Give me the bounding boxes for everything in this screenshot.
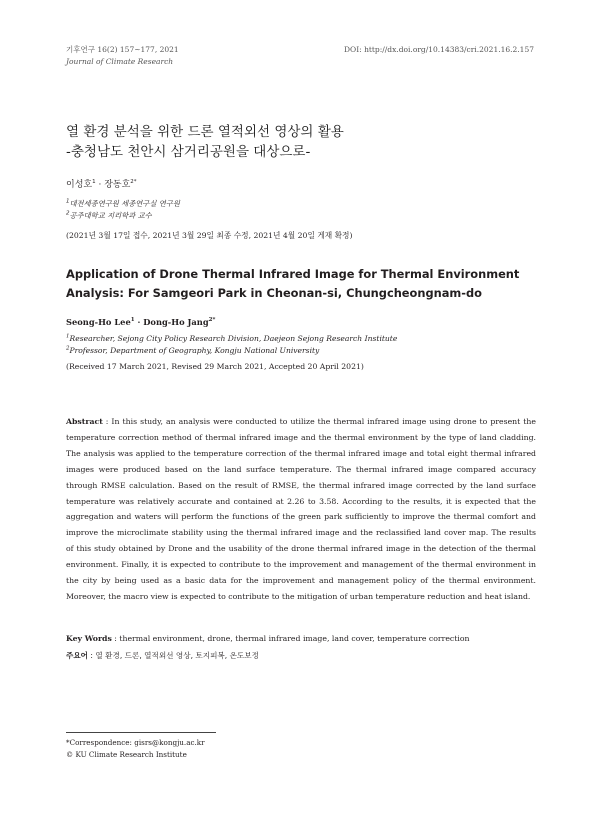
english-received-dates: (Received 17 March 2021, Revised 29 March 2021, Accepted 20 April 2021) — [66, 362, 364, 371]
korean-affil1-sup: 1 — [66, 198, 70, 205]
keywords-ko-text: : 열 환경, 드론, 열적외선 영상, 토지피복, 온도보정 — [88, 651, 259, 660]
running-header-left — [66, 44, 179, 68]
keywords-en — [66, 633, 536, 645]
english-affil2-text: Professor, Department of Geography, Kongju National University — [69, 346, 320, 355]
english-author1-sup: 1 — [130, 317, 135, 324]
korean-author-sep: · — [95, 180, 105, 190]
journal-name: Journal of Climate Research — [66, 57, 174, 66]
english-affil2-sup: 2 — [66, 345, 70, 352]
korean-affiliations — [66, 198, 180, 222]
english-title-line1: Application of Drone Thermal Infrared Image for Thermal Environment — [66, 267, 520, 281]
korean-affil2-sup: 2 — [66, 210, 70, 217]
korean-affil2 — [66, 210, 180, 222]
korean-received-dates: (2021년 3월 17일 접수, 2021년 3월 29일 최종 수정, 2021년 4월 20일 게재 확정) — [66, 231, 353, 240]
abstract-text: : In this study, an analysis were conducted to utilize the thermal infrared image using drone to present the temperature correction method of thermal infrared image and the thermal environment by the type of land cladding. The analysis was applied to the temperature correction of the thermal infrared image and total eight thermal infrared images were produced based on the land surface temperature. The thermal infrared image compared accuracy through RMSE calculation. Based on the result of RMSE, the thermal infrared image corrected by the land surface temperature was relatively accurate and contained at 2.26 to 3.58. According to the results, it is expected that the aggregation and waters will perform the functions of the green park sufficiently to improve the thermal comfort and improve the microclimate stability using the thermal infrared image and the reclassified land cover map. The results of this study obtained by Drone and the usability of the drone thermal infrared image in the detection of the thermal environment. Finally, it is expected to contribute to the improvement and management of the thermal environment in the city by being used as a basic data for the improvement and management policy of the thermal environment. Moreover, the macro view is expected to contribute to the mitigation of urban temperature reduction and heat island. — [66, 417, 536, 601]
english-author-sep: · — [134, 317, 144, 327]
keywords-text: : thermal environment, drone, thermal infrared image, land cover, temperature correction — [111, 634, 470, 643]
korean-author1-sup: 1 — [92, 179, 96, 185]
korean-title-line1: 열 환경 분석을 위한 드론 열적외선 영상의 활용 — [66, 124, 344, 140]
footnote-divider — [66, 732, 216, 733]
english-title — [66, 265, 546, 303]
english-author2-sup: 2* — [208, 317, 216, 324]
korean-title-line2: -충청남도 천안시 삼거리공원을 대상으로- — [66, 144, 311, 160]
citation-ko: 기후연구 16(2) 157~177, 2021 — [66, 45, 179, 54]
running-header-right — [344, 44, 534, 56]
korean-authors — [66, 177, 137, 190]
doi-link[interactable]: DOI: http://dx.doi.org/10.14383/cri.2021.16.2.157 — [344, 45, 534, 54]
english-affiliations — [66, 333, 397, 357]
korean-author2-sup: 2* — [130, 179, 137, 185]
correspondence-email[interactable]: *Correspondence: gisrs@kongju.ac.kr — [66, 738, 205, 747]
keywords-ko — [66, 650, 536, 662]
english-author2: Dong-Ho Jang — [143, 317, 209, 327]
korean-affil1 — [66, 198, 180, 210]
abstract — [66, 414, 536, 605]
abstract-label: Abstract — [66, 417, 103, 426]
english-affil2 — [66, 345, 397, 357]
english-author1: Seong-Ho Lee — [66, 317, 131, 327]
korean-author1: 이성호 — [66, 180, 93, 190]
korean-affil1-text: 대전세종연구원 세종연구실 연구원 — [69, 199, 180, 208]
korean-author2: 장동호 — [104, 180, 131, 190]
english-authors — [66, 317, 215, 327]
keywords-label: Key Words — [66, 634, 112, 643]
korean-title — [66, 122, 536, 162]
english-affil1-sup: 1 — [66, 333, 70, 340]
keywords-ko-label: 주요어 — [66, 651, 89, 660]
english-affil1-text: Researcher, Sejong City Policy Research Division, Daejeon Sejong Research Institute — [69, 334, 398, 343]
english-title-line2: Analysis: For Samgeori Park in Cheonan-si, Chungcheongnam-do — [66, 286, 482, 300]
english-affil1 — [66, 333, 397, 345]
korean-affil2-text: 공주대학교 지리학과 교수 — [69, 211, 152, 220]
copyright-notice: © KU Climate Research Institute — [66, 750, 187, 759]
